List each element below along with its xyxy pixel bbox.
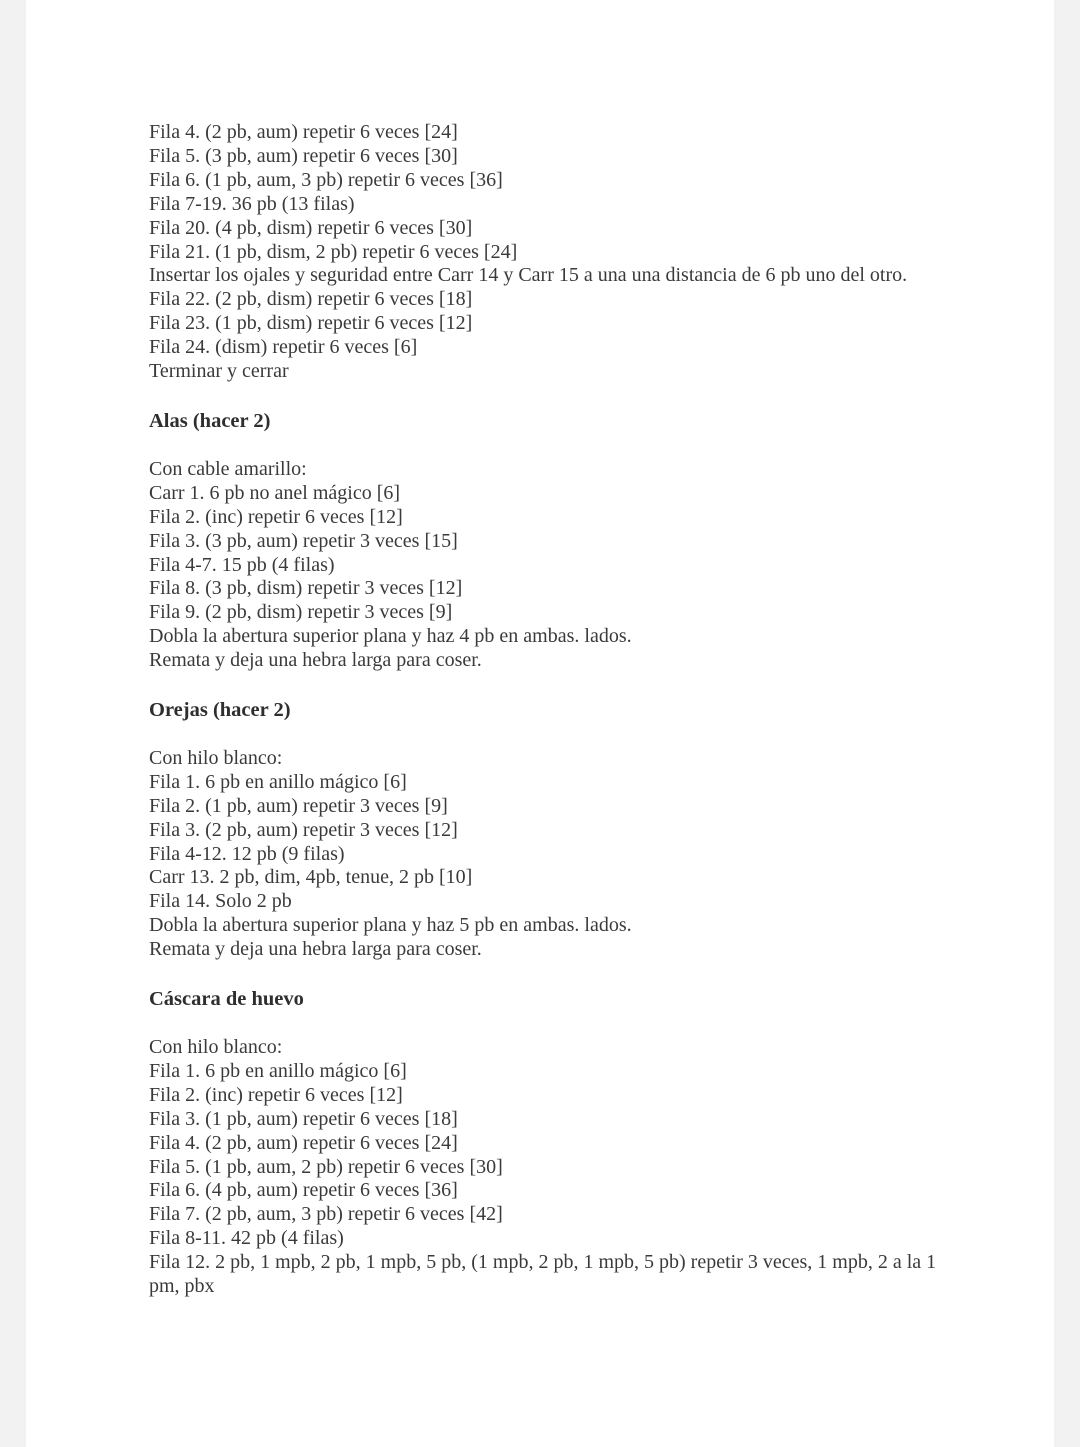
text-line: Fila 12. 2 pb, 1 mpb, 2 pb, 1 mpb, 5 pb, (1 mpb, 2 pb, 1 mpb, 5 pb) repetir 3 veces, 1 mpb, 2 a la 1 pm, pbx <box>149 1251 937 1298</box>
section-title-alas: Alas (hacer 2) <box>149 409 271 432</box>
text-line: Fila 3. (2 pb, aum) repetir 3 veces [12] <box>149 818 458 841</box>
text-line: Fila 9. (2 pb, dism) repetir 3 veces [9] <box>149 601 453 624</box>
text-line: Fila 6. (1 pb, aum, 3 pb) repetir 6 veces [36] <box>149 168 503 191</box>
text-line: Fila 4. (2 pb, aum) repetir 6 veces [24] <box>149 121 458 143</box>
text-line: Fila 7. (2 pb, aum, 3 pb) repetir 6 veces [42] <box>149 1203 503 1226</box>
text-line: Con cable amarillo: <box>149 457 307 480</box>
text-line: Carr 13. 2 pb, dim, 4pb, tenue, 2 pb [10] <box>149 866 473 889</box>
text-line: Fila 5. (1 pb, aum, 2 pb) repetir 6 veces [30] <box>149 1155 503 1178</box>
text-line: Terminar y cerrar <box>149 360 289 383</box>
text-line: Fila 23. (1 pb, dism) repetir 6 veces [12] <box>149 312 473 335</box>
text-line: Remata y deja una hebra larga para coser. <box>149 938 482 961</box>
text-line: Fila 21. (1 pb, dism, 2 pb) repetir 6 veces [24] <box>149 240 518 263</box>
text-line: Fila 2. (inc) repetir 6 veces [12] <box>149 505 403 528</box>
text-line: Dobla la abertura superior plana y haz 5 pb en ambas. lados. <box>149 914 632 937</box>
text-line: Carr 1. 6 pb no anel mágico [6] <box>149 481 401 504</box>
section-title-orejas: Orejas (hacer 2) <box>149 699 291 722</box>
text-line: Fila 7-19. 36 pb (13 filas) <box>149 192 355 215</box>
text-line: Fila 2. (inc) repetir 6 veces [12] <box>149 1083 403 1106</box>
text-line: Fila 6. (4 pb, aum) repetir 6 veces [36] <box>149 1179 458 1202</box>
text-line: Dobla la abertura superior plana y haz 4 pb en ambas. lados. <box>149 625 632 648</box>
text-line: Fila 8. (3 pb, dism) repetir 3 veces [12] <box>149 577 463 600</box>
text-line: Fila 4. (2 pb, aum) repetir 6 veces [24] <box>149 1131 458 1154</box>
text-line: Fila 1. 6 pb en anillo mágico [6] <box>149 770 407 793</box>
text-line: Fila 3. (1 pb, aum) repetir 6 veces [18] <box>149 1107 458 1130</box>
text-line: Fila 24. (dism) repetir 6 veces [6] <box>149 336 418 359</box>
document-content <box>149 121 939 1299</box>
text-line: Fila 8-11. 42 pb (4 filas) <box>149 1227 344 1250</box>
text-line: Fila 1. 6 pb en anillo mágico [6] <box>149 1059 407 1082</box>
text-line: Con hilo blanco: <box>149 746 283 769</box>
text-line: Fila 20. (4 pb, dism) repetir 6 veces [30] <box>149 216 473 239</box>
text-line: Fila 5. (3 pb, aum) repetir 6 veces [30] <box>149 144 458 167</box>
text-line: Fila 22. (2 pb, dism) repetir 6 veces [18] <box>149 288 473 311</box>
text-line: Con hilo blanco: <box>149 1036 283 1058</box>
text-line: Fila 14. Solo 2 pb <box>149 890 292 913</box>
text-line: Fila 2. (1 pb, aum) repetir 3 veces [9] <box>149 794 448 817</box>
text-line: Fila 3. (3 pb, aum) repetir 3 veces [15] <box>149 529 458 552</box>
text-line: Fila 4-7. 15 pb (4 filas) <box>149 553 335 576</box>
text-line: Fila 4-12. 12 pb (9 filas) <box>149 842 345 865</box>
document-page <box>26 0 1054 1447</box>
section-title-cascara: Cáscara de huevo <box>149 988 304 1011</box>
text-line: Insertar los ojales y seguridad entre Carr 14 y Carr 15 a una una distancia de 6 pb uno del otro. <box>149 264 908 287</box>
text-line: Remata y deja una hebra larga para coser. <box>149 649 482 672</box>
